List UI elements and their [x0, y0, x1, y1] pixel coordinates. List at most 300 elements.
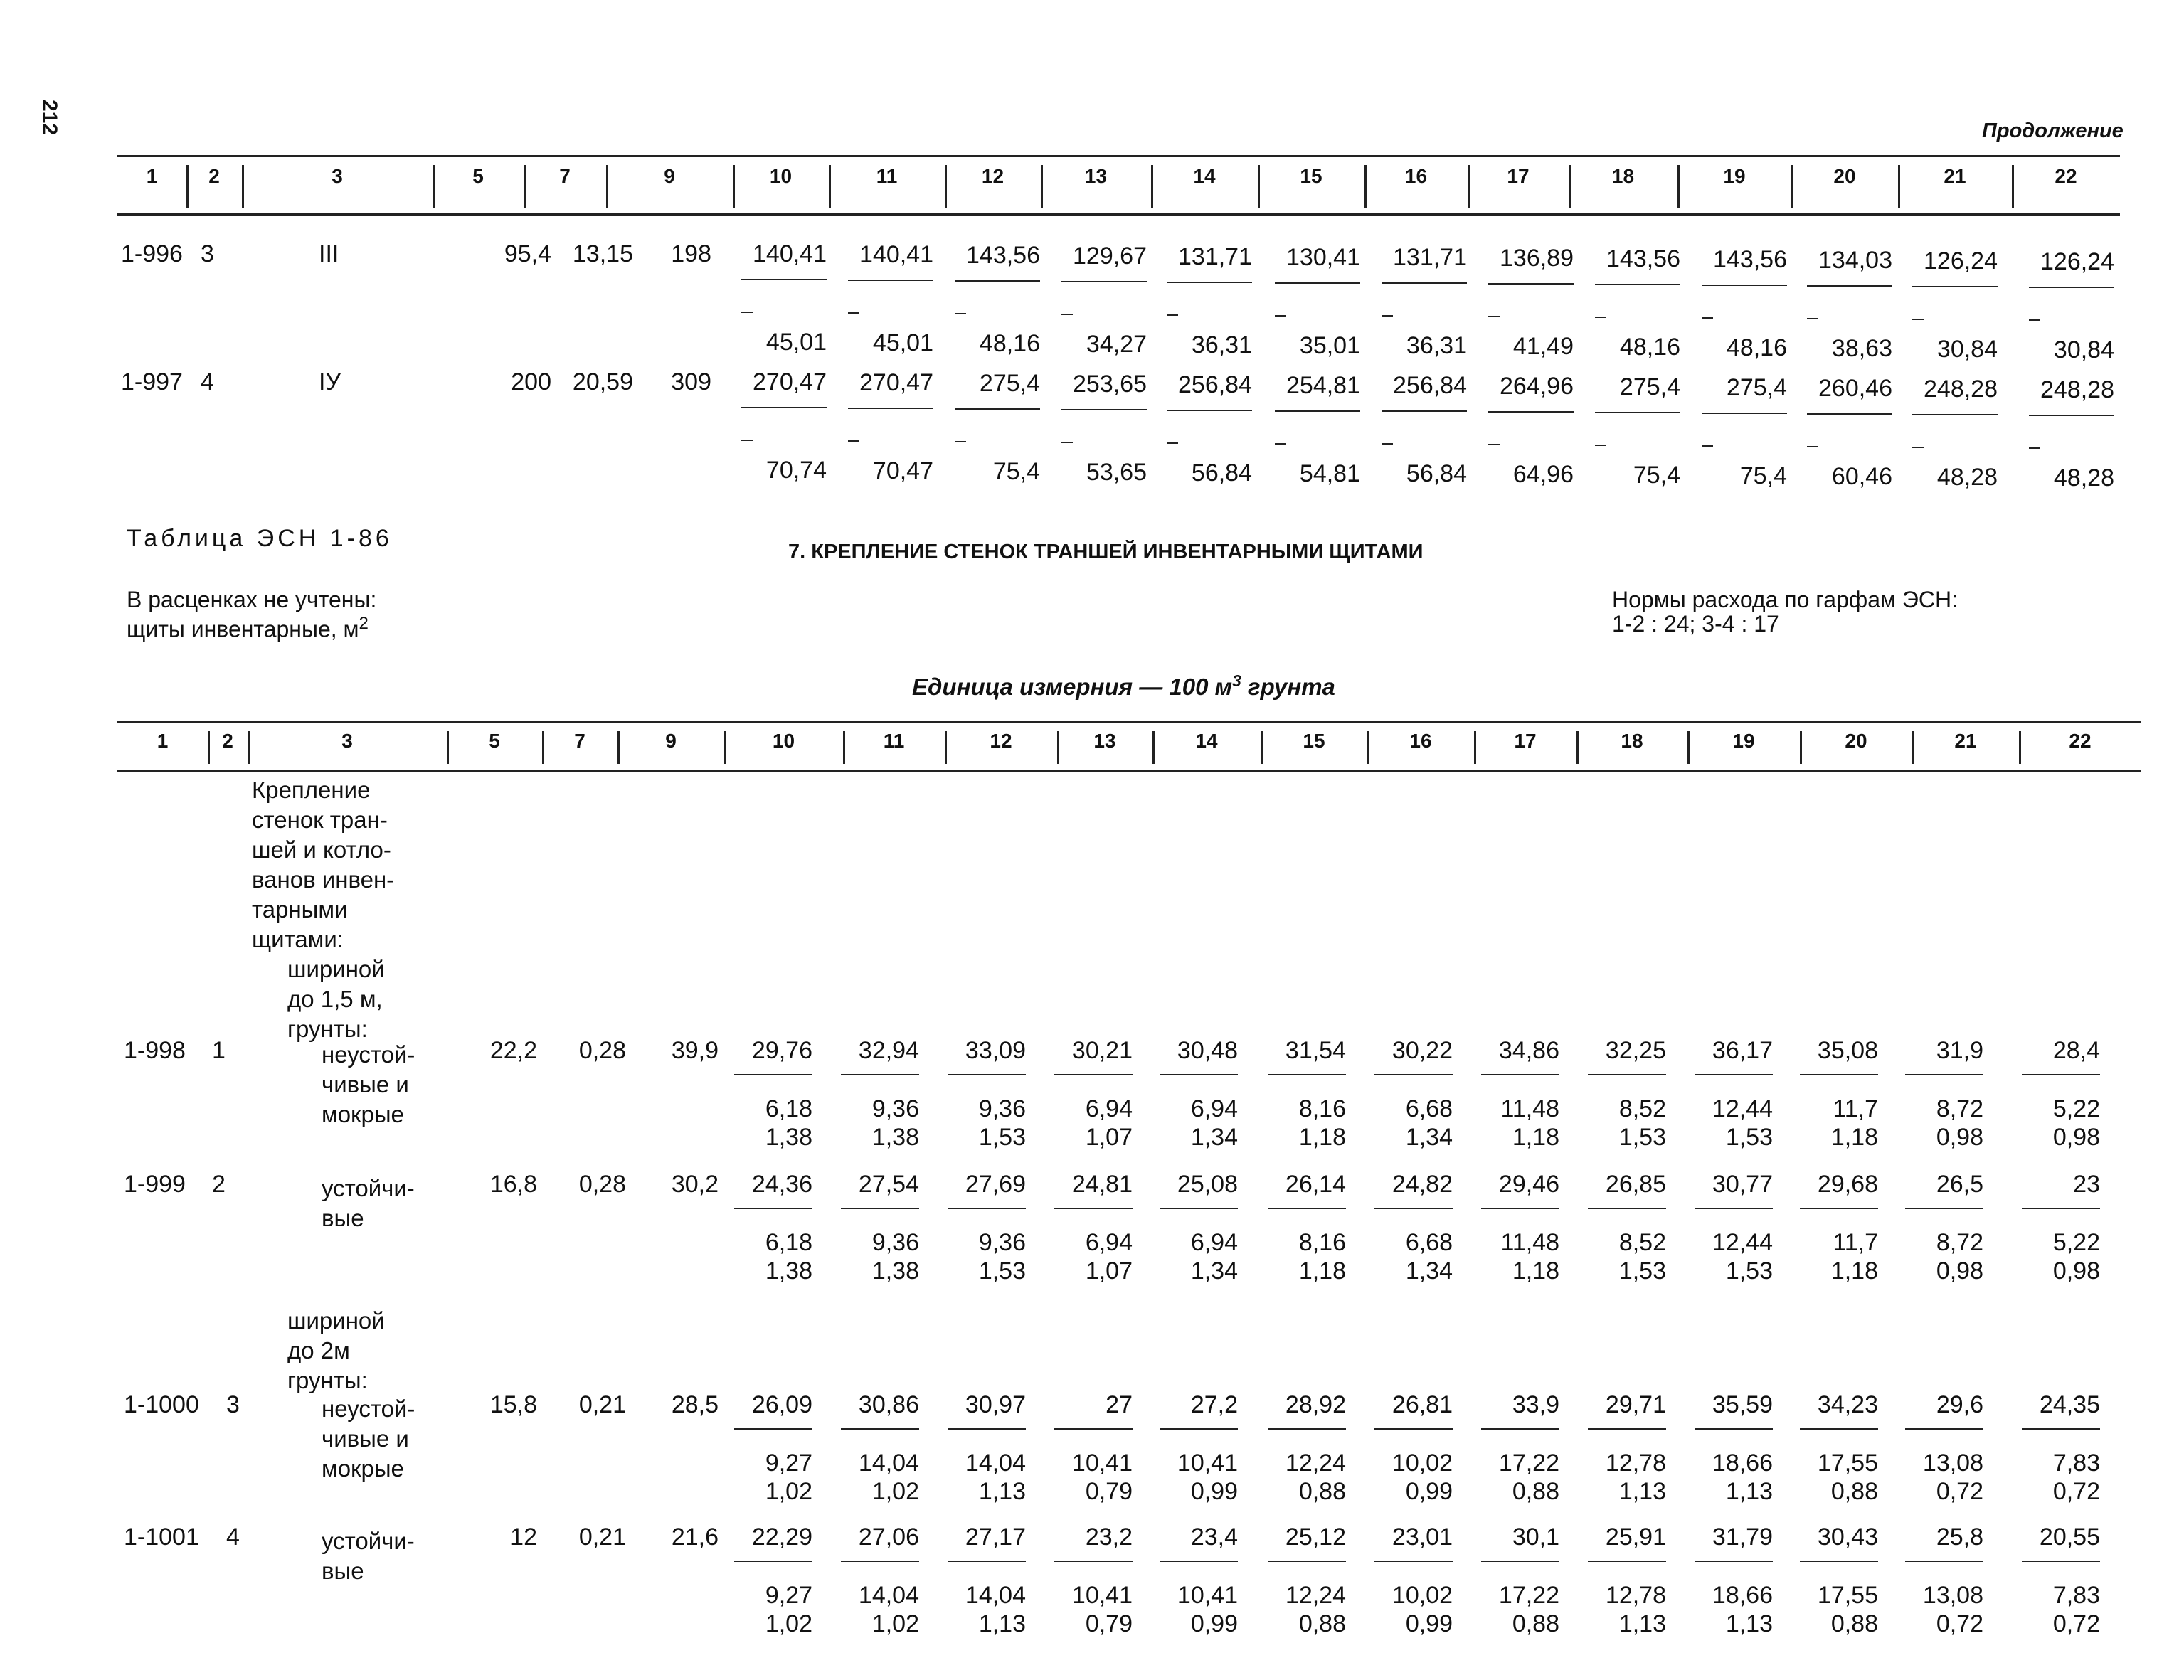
cell-value-machine: 1,34 [1405, 1124, 1453, 1151]
cell-value-machine: 1,18 [1298, 1258, 1346, 1285]
fraction-bar [841, 1074, 919, 1075]
column-header: 20 [1845, 730, 1867, 752]
column-header: 19 [1732, 730, 1755, 752]
column-header: 12 [981, 165, 1004, 187]
unit-of-measure: Единица измерния — 100 $м^3$ грунта [912, 671, 1335, 700]
column-divider [1576, 731, 1579, 764]
group-description: шириной [287, 956, 385, 982]
cell-value-total: 140,41 [859, 241, 933, 268]
cell-col9: 30,2 [671, 1171, 719, 1198]
fraction-bar [948, 1561, 1026, 1562]
column-header: 2 [208, 165, 220, 187]
fraction-bar [948, 1428, 1026, 1430]
cell-value-machine: 1,02 [765, 1478, 812, 1505]
cell-value-machine: 1,02 [871, 1610, 919, 1637]
header-bottom-rule [117, 213, 2120, 216]
cell-value-total: 25,12 [1285, 1524, 1346, 1551]
cell-value-total: 28,4 [2052, 1037, 2100, 1064]
column-header: 5 [489, 730, 500, 752]
cell-col9: 28,5 [671, 1391, 719, 1418]
fraction-bar [1695, 1428, 1773, 1430]
cell-value-total: 25,08 [1177, 1171, 1238, 1198]
cell-col9: 309 [671, 368, 711, 395]
cell-value-wage: 30,84 [2053, 336, 2114, 363]
column-divider [1364, 165, 1367, 208]
minus-sign [1595, 445, 1606, 446]
column-divider [1152, 731, 1155, 764]
cell-value-total: 35,08 [1817, 1037, 1878, 1064]
cell-value-machine: 1,13 [978, 1478, 1026, 1505]
fraction-bar [1800, 1208, 1878, 1209]
fraction-bar [1800, 1074, 1878, 1075]
fraction-bar [1268, 1428, 1346, 1430]
column-divider [2019, 731, 2021, 764]
cell-value-wage: 45,01 [765, 329, 827, 356]
cell-value-machine: 1,34 [1405, 1258, 1453, 1285]
cell-value-total: 28,92 [1285, 1391, 1346, 1418]
column-divider [242, 165, 244, 208]
column-header: 14 [1193, 165, 1216, 187]
cell-value-total: 33,09 [965, 1037, 1026, 1064]
cell-value-wage: 75,4 [1739, 462, 1787, 489]
column-header: 7 [559, 165, 571, 187]
cell-col5: 12 [510, 1524, 537, 1551]
cell-value-total: 30,21 [1071, 1037, 1133, 1064]
fraction-bar [2029, 415, 2114, 416]
section-description: стенок тран- [252, 807, 388, 833]
fraction-bar [1268, 1208, 1346, 1209]
minus-sign [848, 312, 859, 314]
cell-value-wage: 9,27 [765, 1582, 812, 1609]
page-number: 212 [38, 100, 61, 136]
cell-value-wage: 8,52 [1618, 1229, 1666, 1256]
section-description: ванов инвен- [252, 866, 395, 893]
fraction-bar [741, 279, 827, 280]
column-divider [1898, 165, 1900, 208]
cell-col5: 16,8 [489, 1171, 537, 1198]
row-description: неустой- [322, 1041, 415, 1068]
fraction-bar [1268, 1074, 1346, 1075]
column-divider [945, 731, 947, 764]
row-description: вые [322, 1558, 364, 1584]
minus-sign [741, 440, 753, 441]
cell-value-total: 30,97 [965, 1391, 1026, 1418]
fraction-bar [2029, 287, 2114, 288]
cell-value-machine: 1,18 [1512, 1258, 1559, 1285]
cell-value-machine: 1,13 [1618, 1610, 1666, 1637]
cell-col9: 198 [671, 240, 711, 267]
cell-value-wage: 9,36 [871, 1095, 919, 1122]
fraction-bar [848, 408, 933, 409]
minus-sign [1061, 442, 1073, 443]
section-description: шей и котло- [252, 836, 391, 863]
fraction-bar [1695, 1074, 1773, 1075]
cell-col7: 0,28 [578, 1171, 626, 1198]
cell-value-total: 27,2 [1190, 1391, 1238, 1418]
cell-value-wage: 11,7 [1833, 1095, 1878, 1122]
cell-value-wage: 48,28 [2053, 464, 2114, 491]
cell-value-machine: 1,53 [978, 1124, 1026, 1151]
cell-value-wage: 35,01 [1299, 332, 1360, 359]
cell-value-machine: 1,02 [871, 1478, 919, 1505]
fraction-bar [741, 407, 827, 408]
cell-value-total: 143,56 [966, 242, 1040, 269]
cell-value-total: 130,41 [1286, 244, 1360, 271]
cell-value-total: 248,28 [1924, 376, 1998, 403]
fraction-bar [1374, 1428, 1453, 1430]
minus-sign [848, 440, 859, 442]
cell-value-machine: 0,88 [1830, 1610, 1878, 1637]
cell-value-machine: 1,18 [1830, 1258, 1878, 1285]
fraction-bar [1061, 281, 1147, 282]
cell-value-wage: 70,47 [872, 457, 933, 484]
cell-value-total: 31,79 [1712, 1524, 1773, 1551]
cell-value-total: 143,56 [1606, 245, 1680, 272]
column-header: 9 [665, 730, 677, 752]
column-header: 10 [769, 165, 793, 187]
minus-sign [1167, 442, 1178, 444]
continuation-label: Продолжение [1982, 119, 2124, 142]
row-description: неустой- [322, 1395, 415, 1422]
cell-value-wage: 10,41 [1071, 1450, 1133, 1477]
row-code: 1-998 [124, 1037, 186, 1064]
soil-group: III [319, 240, 339, 267]
cell-value-wage: 5,22 [2052, 1229, 2100, 1256]
fraction-bar [1061, 409, 1147, 410]
cell-value-total: 24,81 [1071, 1171, 1133, 1198]
cell-value-total: 30,1 [1512, 1524, 1559, 1551]
cell-value-wage: 36,31 [1191, 331, 1252, 358]
section-description: Крепление [252, 777, 371, 803]
cell-value-wage: 12,78 [1605, 1450, 1666, 1477]
cell-value-machine: 0,98 [1936, 1258, 1983, 1285]
column-header: 18 [1621, 730, 1643, 752]
column-divider [2012, 165, 2014, 208]
cell-value-total: 131,71 [1178, 243, 1252, 270]
cell-col7: 0,28 [578, 1037, 626, 1064]
fraction-bar [848, 280, 933, 281]
minus-sign [955, 441, 966, 442]
group-description: шириной [287, 1307, 385, 1334]
fraction-bar [1702, 285, 1787, 286]
fraction-bar [1268, 1561, 1346, 1562]
cell-value-machine: 0,88 [1512, 1610, 1559, 1637]
cell-value-total: 254,81 [1286, 372, 1360, 399]
column-header: 16 [1404, 165, 1428, 187]
cell-value-wage: 14,04 [858, 1582, 919, 1609]
column-divider [1258, 165, 1260, 208]
cell-value-wage: 75,4 [992, 458, 1040, 485]
column-divider [1151, 165, 1153, 208]
column-header: 13 [1093, 730, 1116, 752]
cell-value-machine: 1,53 [978, 1258, 1026, 1285]
minus-sign [1382, 315, 1393, 317]
column-header: 20 [1833, 165, 1856, 187]
column-divider [524, 165, 526, 208]
cell-value-wage: 11,48 [1500, 1095, 1559, 1122]
minus-sign [1702, 445, 1713, 447]
cell-value-wage: 17,55 [1817, 1450, 1878, 1477]
cell-value-total: 27 [1106, 1391, 1133, 1418]
cell-value-wage: 56,84 [1191, 459, 1252, 487]
column-divider [208, 731, 210, 764]
row-code: 1-999 [124, 1171, 186, 1198]
cell-value-total: 24,82 [1391, 1171, 1453, 1198]
group-description: грунты: [287, 1016, 368, 1042]
column-divider [733, 165, 735, 208]
cell-value-total: 35,59 [1712, 1391, 1773, 1418]
cell-value-total: 126,24 [1924, 248, 1998, 275]
column-header: 7 [574, 730, 585, 752]
table-label: Таблица ЭСН 1-86 [127, 525, 393, 552]
cell-value-machine: 0,88 [1830, 1478, 1878, 1505]
fraction-bar [1481, 1561, 1559, 1562]
column-divider [724, 731, 726, 764]
column-divider [1474, 731, 1476, 764]
cell-value-total: 34,23 [1817, 1391, 1878, 1418]
column-divider [1791, 165, 1793, 208]
cell-value-machine: 0,99 [1405, 1478, 1453, 1505]
row-description: мокрые [322, 1101, 404, 1127]
minus-sign [1807, 318, 1818, 319]
column-divider [1261, 731, 1263, 764]
cell-value-machine: 0,99 [1190, 1478, 1238, 1505]
column-header: 12 [990, 730, 1012, 752]
cell-col5: 200 [511, 368, 551, 395]
fraction-bar [1481, 1208, 1559, 1209]
cell-value-total: 23,2 [1085, 1524, 1133, 1551]
cell-value-machine: 0,99 [1405, 1610, 1453, 1637]
cell-value-wage: 6,18 [765, 1095, 812, 1122]
cell-col5: 95,4 [504, 240, 551, 267]
fraction-bar [1160, 1428, 1238, 1430]
cell-value-total: 143,56 [1713, 246, 1787, 273]
fraction-bar [1275, 410, 1360, 412]
fraction-bar [2022, 1428, 2100, 1430]
cell-value-machine: 1,13 [1725, 1478, 1773, 1505]
fraction-bar [1374, 1208, 1453, 1209]
row-code: 1-996 [121, 240, 183, 267]
cell-value-wage: 11,7 [1833, 1229, 1878, 1256]
cell-value-machine: 0,99 [1190, 1610, 1238, 1637]
cell-value-wage: 18,66 [1712, 1582, 1773, 1609]
cell-value-wage: 14,04 [858, 1450, 919, 1477]
fraction-bar [1588, 1208, 1666, 1209]
cell-value-machine: 1,07 [1085, 1124, 1133, 1151]
fraction-bar [1588, 1428, 1666, 1430]
cell-value-total: 260,46 [1818, 375, 1892, 402]
cell-value-total: 264,96 [1500, 373, 1574, 400]
row-description: вые [322, 1205, 364, 1231]
cell-value-total: 134,03 [1818, 247, 1892, 274]
cell-value-wage: 5,22 [2052, 1095, 2100, 1122]
row-number: 4 [201, 368, 214, 395]
cell-value-wage: 53,65 [1086, 459, 1147, 486]
cell-value-total: 22,29 [751, 1524, 812, 1551]
column-header: 15 [1300, 165, 1322, 187]
column-divider [1367, 731, 1369, 764]
cell-value-wage: 48,16 [1726, 334, 1787, 361]
fraction-bar [1595, 412, 1680, 413]
fraction-bar [1912, 286, 1998, 287]
cell-value-wage: 64,96 [1512, 461, 1574, 488]
column-header: 22 [2069, 730, 2092, 752]
fraction-bar [1160, 1208, 1238, 1209]
fraction-bar [1807, 413, 1892, 415]
row-number: 3 [201, 240, 214, 267]
fraction-bar [1695, 1561, 1773, 1562]
cell-value-total: 136,89 [1500, 245, 1574, 272]
fraction-bar [734, 1074, 812, 1075]
column-header: 13 [1084, 165, 1108, 187]
group-description: грунты: [287, 1367, 368, 1393]
fraction-bar [1054, 1074, 1133, 1075]
cell-value-wage: 48,28 [1936, 464, 1998, 491]
cell-value-wage: 14,04 [965, 1582, 1026, 1609]
fraction-bar [1481, 1428, 1559, 1430]
cell-value-wage: 10,41 [1177, 1450, 1238, 1477]
fraction-bar [734, 1428, 812, 1430]
cell-value-machine: 1,13 [978, 1610, 1026, 1637]
row-code: 1-1000 [124, 1391, 199, 1418]
cell-value-wage: 10,41 [1177, 1582, 1238, 1609]
cell-value-machine: 1,18 [1830, 1124, 1878, 1151]
cell-value-machine: 0,98 [2052, 1124, 2100, 1151]
cell-value-total: 256,84 [1393, 372, 1467, 399]
fraction-bar [1160, 1074, 1238, 1075]
fraction-bar [1695, 1208, 1773, 1209]
column-header: 1 [157, 730, 169, 752]
cell-value-machine: 1,34 [1190, 1124, 1238, 1151]
cell-value-wage: 9,36 [871, 1229, 919, 1256]
cell-value-total: 131,71 [1393, 244, 1467, 271]
row-description: чивые и [322, 1425, 409, 1452]
fraction-bar [1374, 1561, 1453, 1562]
cell-value-wage: 10,41 [1071, 1582, 1133, 1609]
cell-value-wage: 12,24 [1285, 1450, 1346, 1477]
cell-col9: 39,9 [671, 1037, 719, 1064]
column-divider [1800, 731, 1802, 764]
excluded-note-line1: В расценках не учтены: [127, 587, 377, 612]
cell-value-wage: 70,74 [765, 457, 827, 484]
cell-value-machine: 1,38 [765, 1258, 812, 1285]
cell-col5: 22,2 [489, 1037, 537, 1064]
minus-sign [1912, 447, 1924, 448]
cell-col5: 15,8 [489, 1391, 537, 1418]
cell-value-machine: 1,34 [1190, 1258, 1238, 1285]
cell-value-wage: 8,52 [1618, 1095, 1666, 1122]
column-header: 10 [772, 730, 795, 752]
cell-value-wage: 12,44 [1712, 1095, 1773, 1122]
fraction-bar [1382, 410, 1467, 412]
cell-value-machine: 1,38 [871, 1258, 919, 1285]
column-header: 3 [332, 165, 343, 187]
column-divider [1041, 165, 1043, 208]
cell-value-wage: 7,83 [2052, 1450, 2100, 1477]
fraction-bar [1702, 413, 1787, 414]
cell-value-wage: 30,84 [1936, 336, 1998, 363]
cell-col7: 20,59 [572, 368, 633, 395]
column-header: 18 [1611, 165, 1635, 187]
column-header: 15 [1303, 730, 1325, 752]
cell-value-total: 26,81 [1391, 1391, 1453, 1418]
cell-value-machine: 1,07 [1085, 1258, 1133, 1285]
cell-value-total: 253,65 [1073, 371, 1147, 398]
column-divider [186, 165, 189, 208]
fraction-bar [948, 1208, 1026, 1209]
cell-value-total: 248,28 [2040, 376, 2114, 403]
cell-value-wage: 41,49 [1512, 333, 1574, 360]
column-header: 22 [2055, 165, 2077, 187]
column-divider [248, 731, 250, 764]
cell-value-total: 32,94 [858, 1037, 919, 1064]
minus-sign [1382, 443, 1393, 445]
minus-sign [955, 313, 966, 314]
column-header: 19 [1723, 165, 1746, 187]
cell-value-total: 23,4 [1190, 1524, 1238, 1551]
cell-value-wage: 54,81 [1299, 460, 1360, 487]
cell-value-machine: 0,79 [1085, 1478, 1133, 1505]
cell-value-total: 26,85 [1605, 1171, 1666, 1198]
excluded-note [127, 588, 376, 642]
fraction-bar [1374, 1074, 1453, 1075]
fraction-bar [1588, 1074, 1666, 1075]
minus-sign [2029, 447, 2040, 449]
fraction-bar [1481, 1074, 1559, 1075]
fraction-bar [1905, 1561, 1983, 1562]
fraction-bar [841, 1561, 919, 1562]
cell-value-wage: 6,18 [765, 1229, 812, 1256]
fraction-bar [2022, 1208, 2100, 1209]
fraction-bar [1160, 1561, 1238, 1562]
fraction-bar [1905, 1208, 1983, 1209]
minus-sign [1275, 315, 1286, 317]
fraction-bar [955, 408, 1040, 410]
column-divider [1057, 731, 1059, 764]
cell-value-total: 275,4 [1619, 373, 1680, 400]
column-divider [1687, 731, 1690, 764]
row-description: устойчи- [322, 1528, 415, 1554]
cell-col7: 0,21 [578, 1391, 626, 1418]
fraction-bar [1054, 1208, 1133, 1209]
minus-sign [1702, 317, 1713, 319]
cell-value-total: 275,4 [979, 370, 1040, 397]
cell-value-total: 26,5 [1936, 1171, 1983, 1198]
fraction-bar [1800, 1428, 1878, 1430]
cell-value-total: 25,8 [1936, 1524, 1983, 1551]
column-divider [843, 731, 845, 764]
section-description: тарными [252, 896, 348, 923]
cell-value-wage: 14,04 [965, 1450, 1026, 1477]
cell-value-total: 270,47 [859, 369, 933, 396]
cell-value-machine: 1,38 [871, 1124, 919, 1151]
cell-value-wage: 60,46 [1831, 463, 1892, 490]
fraction-bar [1905, 1074, 1983, 1075]
cell-value-total: 24,35 [2039, 1391, 2100, 1418]
cell-value-machine: 1,53 [1618, 1124, 1666, 1151]
column-divider [1569, 165, 1571, 208]
fraction-bar [1167, 282, 1252, 283]
excluded-note-line2: щиты инвентарные, $м^2$ [127, 614, 369, 642]
group-description: до 1,5 м, [287, 986, 383, 1012]
cell-value-total: 32,25 [1605, 1037, 1666, 1064]
cell-value-wage: 8,16 [1298, 1229, 1346, 1256]
cell-value-total: 126,24 [2040, 248, 2114, 275]
fraction-bar [1054, 1428, 1133, 1430]
minus-sign [741, 312, 753, 313]
column-header: 3 [341, 730, 353, 752]
cell-value-machine: 1,53 [1618, 1258, 1666, 1285]
